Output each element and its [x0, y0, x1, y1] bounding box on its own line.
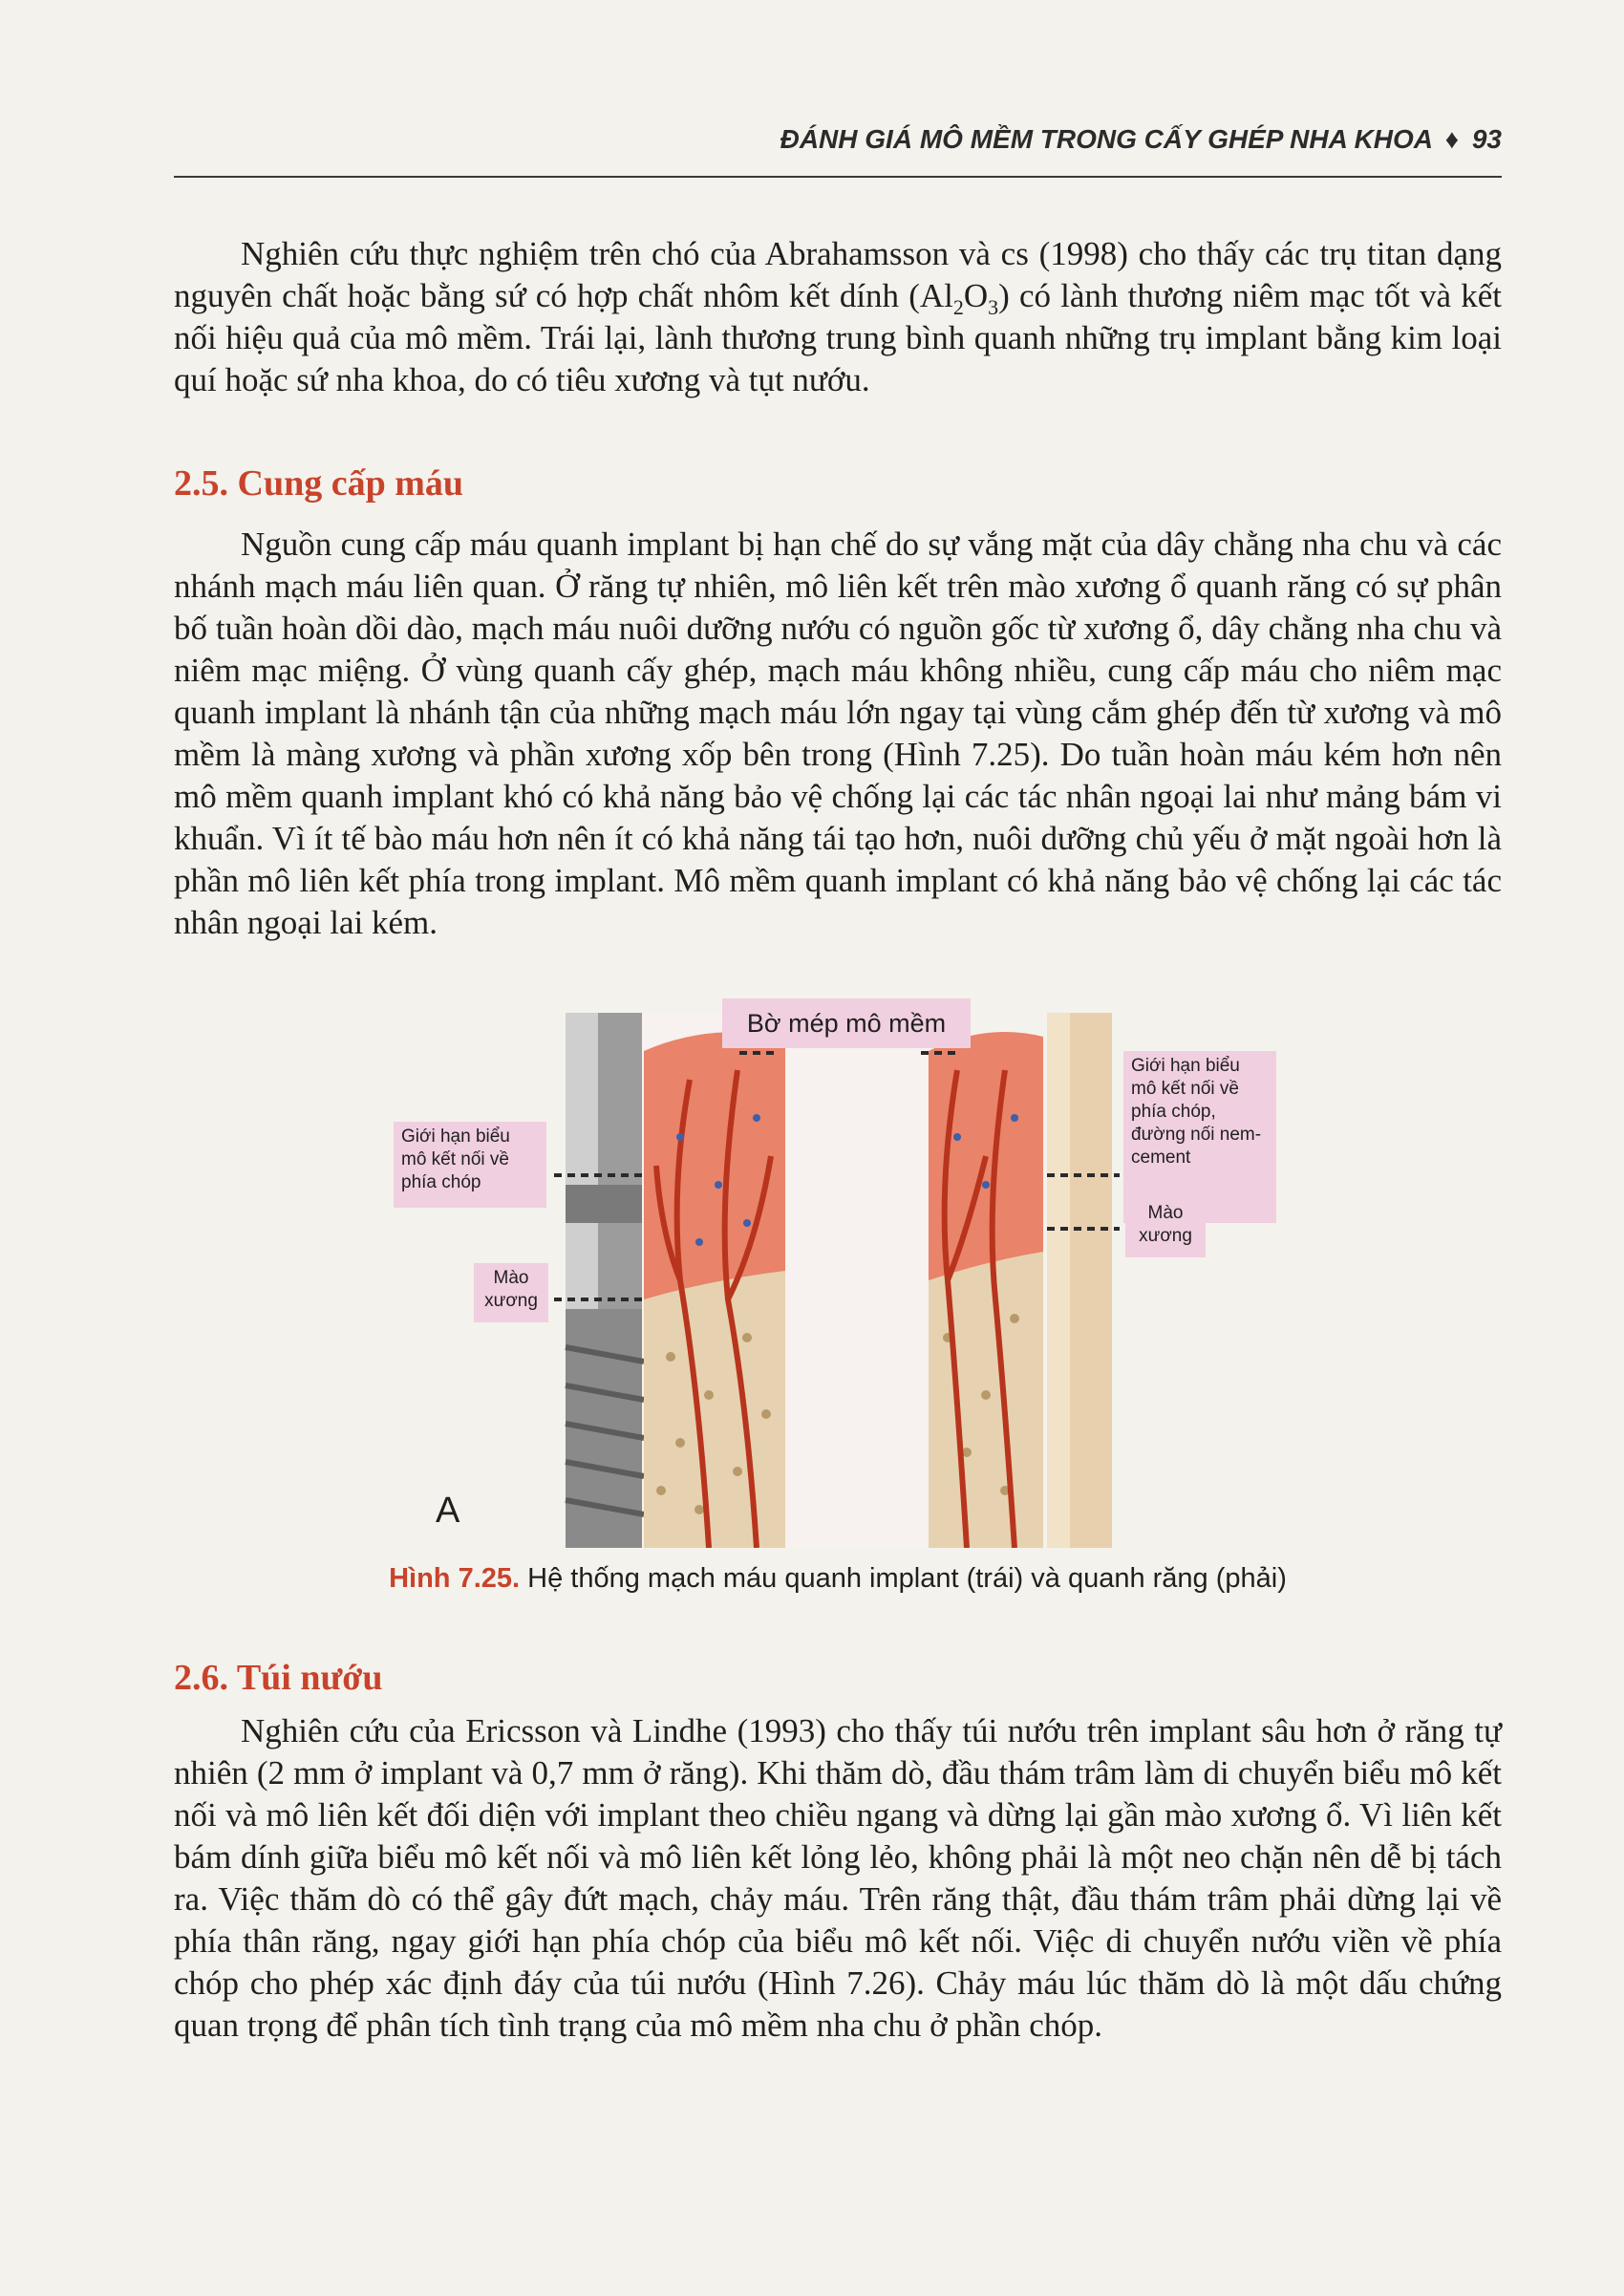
- label-left-junctional-epithelium: Giới hạn biểu mô kết nối về phía chóp: [394, 1122, 546, 1208]
- figure-caption: [174, 1563, 1502, 1595]
- caption-label: Hình 7.25.: [389, 1563, 521, 1594]
- header-rule: [174, 176, 1502, 178]
- implant-highlight: [566, 1013, 598, 1319]
- left-bone: [644, 1271, 785, 1548]
- section-heading-2-6: 2.6. Túi nướu: [174, 1658, 383, 1698]
- label-right-bone-crest: Mào xương: [1125, 1198, 1206, 1257]
- implant-collar: [566, 1185, 642, 1223]
- tooth-root-highlight: [1047, 1013, 1070, 1548]
- paragraph-abrahamsson: [174, 233, 1502, 401]
- para1-text-o: O: [963, 277, 989, 314]
- page-number: 93: [1471, 124, 1502, 154]
- caption-text: Hệ thống mạch máu quanh implant (trái) và quanh răng (phải): [527, 1563, 1287, 1594]
- label-right-junctional-epithelium: Giới hạn biểu mô kết nối về phía chóp, đường nối nem-cement: [1123, 1051, 1276, 1223]
- paragraph-gingival-pocket: Nghiên cứu của Ericsson và Lindhe (1993) cho thấy túi nướu trên implant sâu hơn ở răng tự nhiên (2 mm ở implant và 0,7 mm ở răng). Khi thăm dò, đầu thám trâm làm di chuyển biểu mô kết nối và mô liên kết đối diện với implant theo chiều ngang và dừng lại gần mào xương ổ. Vì liên kết bám dính giữa biểu mô kết nối và mô liên kết lỏng lẻo, không phải là một neo chặn nên dễ bị tách ra. Việc thăm dò có thể gây đứt mạch, chảy máu. Trên răng thật, đầu thám trâm phải dừng lại về phía thân răng, ngay giới hạn phía chóp của biểu mô kết nối. Việc di chuyển nướu viền về phía chóp cho phép xác định đáy của túi nướu (Hình 7.26). Chảy máu lúc thăm dò là một dấu chứng quan trọng để phân tích tình trạng của mô mềm nha chu ở phần chóp.: [174, 1712, 1502, 2044]
- figure-7-25: [394, 994, 1272, 1548]
- header-title: ĐÁNH GIÁ MÔ MỀM TRONG CẤY GHÉP NHA KHOA: [780, 124, 1432, 154]
- para1-subscript-3: 3: [988, 295, 999, 319]
- paragraph-blood-supply: Nguồn cung cấp máu quanh implant bị hạn chế do sự vắng mặt của dây chằng nha chu và các nhánh mạch máu liên quan. Ở răng tự nhiên, mô liên kết trên mào xương ổ quanh răng có sự phân bố tuần hoàn dồi dào, mạch máu nuôi dưỡng nướu có nguồn gốc từ xương ổ, dây chằng nha chu và niêm mạc miệng. Ở vùng quanh cấy ghép, mạch máu không nhiều, cung cấp máu cho niêm mạc quanh implant là nhánh tận của những mạch máu lớn ngay tại vùng cắm ghép đến từ xương và mô mềm là màng xương và phần xương xốp bên trong (Hình 7.25). Do tuần hoàn máu kém hơn nên mô mềm quanh implant khó có khả năng bảo vệ chống lại các tác nhân ngoại lai như mảng bám vi khuẩn. Vì ít tế bào máu hơn nên ít có khả năng tái tạo hơn, nuôi dưỡng chủ yếu ở mặt ngoài hơn là phần mô liên kết phía trong implant. Mô mềm quanh implant có khả năng bảo vệ chống lại các tác nhân ngoại lai kém.: [174, 526, 1502, 941]
- para1-text-b: ) có lành thương niêm mạc tốt và kết nối hiệu quả của mô mềm. Trái lại, lành thương trung bình quanh những trụ implant bằng kim loại quí hoặc sứ nha khoa, do có tiêu xương và tụt nướu.: [174, 277, 1502, 398]
- section-heading-2-5: 2.5. Cung cấp máu: [174, 463, 463, 504]
- header-separator: ♦: [1444, 124, 1460, 154]
- para1-subscript-2: 2: [952, 295, 964, 319]
- running-header: [174, 124, 1502, 155]
- panel-letter: A: [436, 1491, 460, 1531]
- label-left-bone-crest: Mào xương: [474, 1263, 548, 1322]
- para1-text-a: Nghiên cứu thực nghiệm trên chó của Abrahamsson và cs (1998) cho thấy các trụ titan dạng nguyên chất hoặc bằng sứ có hợp chất nhôm kết dính (Al: [174, 235, 1502, 314]
- label-soft-tissue-margin: Bờ mép mô mềm: [722, 998, 971, 1048]
